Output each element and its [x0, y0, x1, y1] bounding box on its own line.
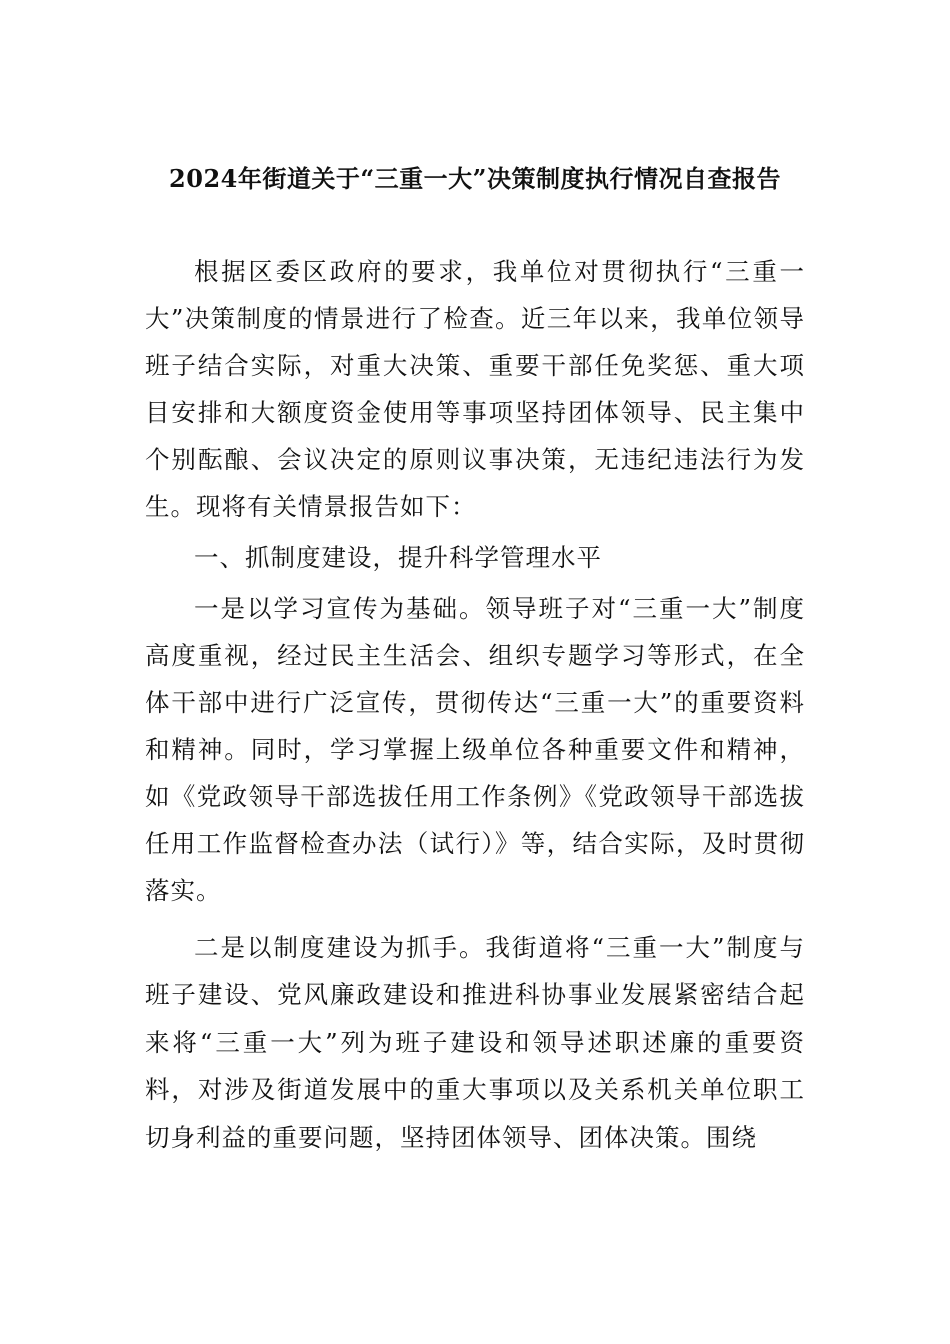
- paragraph-system-building: 二是以制度建设为抓手。我街道将“三重一大”制度与班子建设、党风廉政建设和推进科协事业发展紧密结合起来将“三重一大”列为班子建设和领导述职述廉的重要资料，对涉及街道发展中的重大事项以及关系机关单位职工切身利益的重要问题，坚持团体领导、团体决策。围绕: [145, 933, 805, 1152]
- document-body: [145, 248, 805, 1161]
- document-title: 2024年街道关于“三重一大”决策制度执行情况自查报告: [169, 164, 781, 193]
- section-heading-1: 一、抓制度建设，提升科学管理水平: [194, 543, 602, 572]
- paragraph-intro: 根据区委区政府的要求，我单位对贯彻执行“三重一大”决策制度的情景进行了检查。近三年以来，我单位领导班子结合实际，对重大决策、重要干部任免奖惩、重大项目安排和大额度资金使用等事项坚持团体领导、民主集中个别酝酿、会议决定的原则议事决策，无违纪违法行为发生。现将有关情景报告如下：: [145, 257, 805, 521]
- paragraph-learning: 一是以学习宣传为基础。领导班子对“三重一大”制度高度重视，经过民主生活会、组织专题学习等形式，在全体干部中进行广泛宣传，贯彻传达“三重一大”的重要资料和精神。同时，学习掌握上级单位各种重要文件和精神，如《党政领导干部选拔任用工作条例》《党政领导干部选拔任用工作监督检查办法（试行）》等，结合实际，及时贯彻落实。: [145, 594, 805, 905]
